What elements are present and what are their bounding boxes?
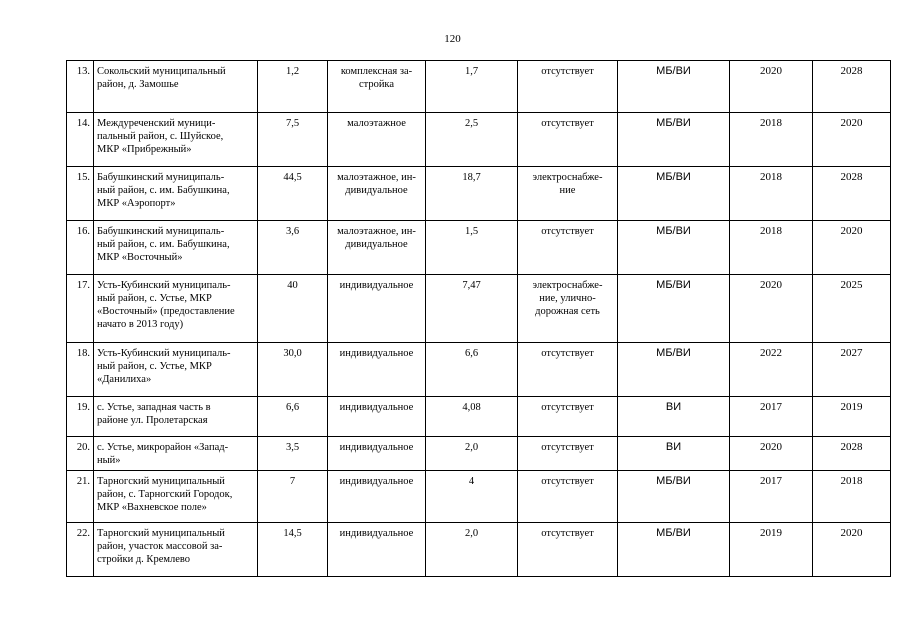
- development-type-line: малоэтажное: [347, 118, 406, 129]
- infrastructure-status-cell: [518, 167, 618, 221]
- area-value-cell: 7: [258, 471, 328, 523]
- row-number-cell: 18.: [67, 343, 94, 397]
- location-name-cell: [94, 471, 258, 523]
- development-type-cell: [328, 61, 426, 113]
- location-name-cell: [94, 523, 258, 577]
- end-year-cell: 2028: [813, 167, 891, 221]
- table-row: [67, 167, 891, 221]
- site-value-cell: 2,5: [426, 113, 518, 167]
- development-type-line: индивидуальное: [339, 476, 414, 487]
- start-year-cell: 2020: [730, 61, 813, 113]
- location-name-cell: [94, 61, 258, 113]
- funding-source-cell: ВИ: [618, 437, 730, 471]
- location-name-line: ный район, с. Устье, МКР: [97, 361, 212, 372]
- start-year-cell: 2017: [730, 471, 813, 523]
- development-type-line: дивидуальное: [345, 185, 408, 196]
- row-number-cell: 15.: [67, 167, 94, 221]
- start-year-cell: 2018: [730, 221, 813, 275]
- end-year-cell: 2028: [813, 61, 891, 113]
- infrastructure-status-cell: [518, 275, 618, 343]
- location-name-line: Усть-Кубинский муниципаль-: [97, 280, 231, 291]
- funding-source-cell: МБ/ВИ: [618, 221, 730, 275]
- infrastructure-status-line: электроснабже-: [532, 280, 603, 291]
- end-year-cell: 2020: [813, 523, 891, 577]
- development-type-cell: [328, 167, 426, 221]
- location-name-line: Тарногский муниципальный: [97, 476, 225, 487]
- table-row: [67, 523, 891, 577]
- location-name-line: Междуреченский муници-: [97, 118, 216, 129]
- infrastructure-status-cell: [518, 113, 618, 167]
- table-row: [67, 471, 891, 523]
- location-name-line: Бабушкинский муниципаль-: [97, 226, 225, 237]
- location-name-line: район, д. Замошье: [97, 79, 179, 90]
- infrastructure-status-cell: [518, 61, 618, 113]
- infrastructure-status-cell: [518, 343, 618, 397]
- location-name-line: район, с. Тарногский Городок,: [97, 489, 233, 500]
- area-value-cell: 44,5: [258, 167, 328, 221]
- end-year-cell: 2027: [813, 343, 891, 397]
- location-name-line: ный район, с. им. Бабушкина,: [97, 185, 230, 196]
- development-type-cell: [328, 397, 426, 437]
- location-name-line: Бабушкинский муниципаль-: [97, 172, 225, 183]
- development-type-line: индивидуальное: [339, 402, 414, 413]
- development-type-line: индивидуальное: [339, 348, 414, 359]
- infrastructure-status-cell: [518, 471, 618, 523]
- funding-source-cell: МБ/ВИ: [618, 523, 730, 577]
- location-name-cell: [94, 397, 258, 437]
- location-name-line: МКР «Вахневское поле»: [97, 502, 207, 513]
- area-value-cell: 3,5: [258, 437, 328, 471]
- area-value-cell: 3,6: [258, 221, 328, 275]
- table-row: [67, 275, 891, 343]
- row-number-cell: 21.: [67, 471, 94, 523]
- page-number: 120: [444, 33, 461, 45]
- development-type-cell: [328, 343, 426, 397]
- row-number-cell: 19.: [67, 397, 94, 437]
- site-value-cell: 18,7: [426, 167, 518, 221]
- development-type-line: индивидуальное: [339, 442, 414, 453]
- development-type-line: комплексная за-: [340, 66, 413, 77]
- development-type-cell: [328, 471, 426, 523]
- funding-source-cell: МБ/ВИ: [618, 113, 730, 167]
- start-year-cell: 2017: [730, 397, 813, 437]
- location-name-line: Тарногский муниципальный: [97, 528, 225, 539]
- infrastructure-status-line: отсутствует: [541, 528, 594, 539]
- infrastructure-status-line: ние, улично-: [539, 293, 596, 304]
- development-type-cell: [328, 113, 426, 167]
- start-year-cell: 2018: [730, 167, 813, 221]
- table-row: [67, 437, 891, 471]
- infrastructure-status-line: ние: [559, 185, 576, 196]
- location-name-line: начато в 2013 году): [97, 319, 184, 330]
- location-name-line: «Данилиха»: [97, 374, 152, 385]
- development-type-cell: [328, 275, 426, 343]
- infrastructure-status-line: отсутствует: [541, 66, 594, 77]
- location-name-line: ный район, с. им. Бабушкина,: [97, 239, 230, 250]
- area-value-cell: 1,2: [258, 61, 328, 113]
- table-row: [67, 113, 891, 167]
- site-value-cell: 2,0: [426, 437, 518, 471]
- location-name-cell: [94, 167, 258, 221]
- row-number-cell: 16.: [67, 221, 94, 275]
- infrastructure-status-cell: [518, 397, 618, 437]
- row-number-cell: 13.: [67, 61, 94, 113]
- area-value-cell: 14,5: [258, 523, 328, 577]
- row-number-cell: 14.: [67, 113, 94, 167]
- end-year-cell: 2020: [813, 221, 891, 275]
- location-name-line: «Восточный» (предоставление: [97, 306, 235, 317]
- development-type-line: индивидуальное: [339, 280, 414, 291]
- area-value-cell: 30,0: [258, 343, 328, 397]
- housing-sites-table: [66, 60, 891, 577]
- location-name-line: МКР «Восточный»: [97, 252, 183, 263]
- start-year-cell: 2019: [730, 523, 813, 577]
- site-value-cell: 2,0: [426, 523, 518, 577]
- table-row: [67, 221, 891, 275]
- location-name-line: МКР «Прибрежный»: [97, 144, 192, 155]
- infrastructure-status-line: дорожная сеть: [535, 306, 600, 317]
- location-name-line: Усть-Кубинский муниципаль-: [97, 348, 231, 359]
- end-year-cell: 2025: [813, 275, 891, 343]
- funding-source-cell: МБ/ВИ: [618, 167, 730, 221]
- location-name-line: Сокольский муниципальный: [97, 66, 226, 77]
- development-type-line: малоэтажное, ин-: [337, 226, 416, 237]
- table-row: [67, 343, 891, 397]
- infrastructure-status-line: отсутствует: [541, 118, 594, 129]
- start-year-cell: 2018: [730, 113, 813, 167]
- site-value-cell: 1,5: [426, 221, 518, 275]
- location-name-line: с. Устье, западная часть в: [97, 402, 211, 413]
- location-name-line: район, участок массовой за-: [97, 541, 223, 552]
- location-name-line: МКР «Аэропорт»: [97, 198, 176, 209]
- development-type-cell: [328, 437, 426, 471]
- site-value-cell: 4: [426, 471, 518, 523]
- end-year-cell: 2020: [813, 113, 891, 167]
- location-name-cell: [94, 343, 258, 397]
- development-type-line: малоэтажное, ин-: [337, 172, 416, 183]
- infrastructure-status-cell: [518, 523, 618, 577]
- site-value-cell: 7,47: [426, 275, 518, 343]
- location-name-line: стройки д. Кремлево: [97, 554, 191, 565]
- table-row: [67, 397, 891, 437]
- location-name-line: пальный район, с. Шуйское,: [97, 131, 224, 142]
- row-number-cell: 20.: [67, 437, 94, 471]
- infrastructure-status-line: отсутствует: [541, 226, 594, 237]
- start-year-cell: 2020: [730, 275, 813, 343]
- infrastructure-status-line: отсутствует: [541, 476, 594, 487]
- end-year-cell: 2019: [813, 397, 891, 437]
- row-number-cell: 22.: [67, 523, 94, 577]
- site-value-cell: 1,7: [426, 61, 518, 113]
- funding-source-cell: МБ/ВИ: [618, 343, 730, 397]
- development-type-line: стройка: [358, 79, 395, 90]
- start-year-cell: 2022: [730, 343, 813, 397]
- area-value-cell: 7,5: [258, 113, 328, 167]
- funding-source-cell: МБ/ВИ: [618, 61, 730, 113]
- infrastructure-status-line: электроснабже-: [532, 172, 603, 183]
- site-value-cell: 6,6: [426, 343, 518, 397]
- development-type-line: дивидуальное: [345, 239, 408, 250]
- infrastructure-status-cell: [518, 221, 618, 275]
- development-type-cell: [328, 523, 426, 577]
- location-name-line: с. Устье, микрорайон «Запад-: [97, 442, 229, 453]
- row-number-cell: 17.: [67, 275, 94, 343]
- funding-source-cell: МБ/ВИ: [618, 275, 730, 343]
- location-name-cell: [94, 437, 258, 471]
- development-type-cell: [328, 221, 426, 275]
- start-year-cell: 2020: [730, 437, 813, 471]
- location-name-cell: [94, 275, 258, 343]
- end-year-cell: 2018: [813, 471, 891, 523]
- location-name-line: ный»: [97, 455, 121, 466]
- location-name-cell: [94, 221, 258, 275]
- end-year-cell: 2028: [813, 437, 891, 471]
- infrastructure-status-line: отсутствует: [541, 348, 594, 359]
- location-name-line: районе ул. Пролетарская: [97, 415, 208, 426]
- location-name-line: ный район, с. Устье, МКР: [97, 293, 212, 304]
- development-type-line: индивидуальное: [339, 528, 414, 539]
- infrastructure-status-cell: [518, 437, 618, 471]
- area-value-cell: 6,6: [258, 397, 328, 437]
- infrastructure-status-line: отсутствует: [541, 402, 594, 413]
- funding-source-cell: ВИ: [618, 397, 730, 437]
- infrastructure-status-line: отсутствует: [541, 442, 594, 453]
- table-row: [67, 61, 891, 113]
- area-value-cell: 40: [258, 275, 328, 343]
- site-value-cell: 4,08: [426, 397, 518, 437]
- funding-source-cell: МБ/ВИ: [618, 471, 730, 523]
- location-name-cell: [94, 113, 258, 167]
